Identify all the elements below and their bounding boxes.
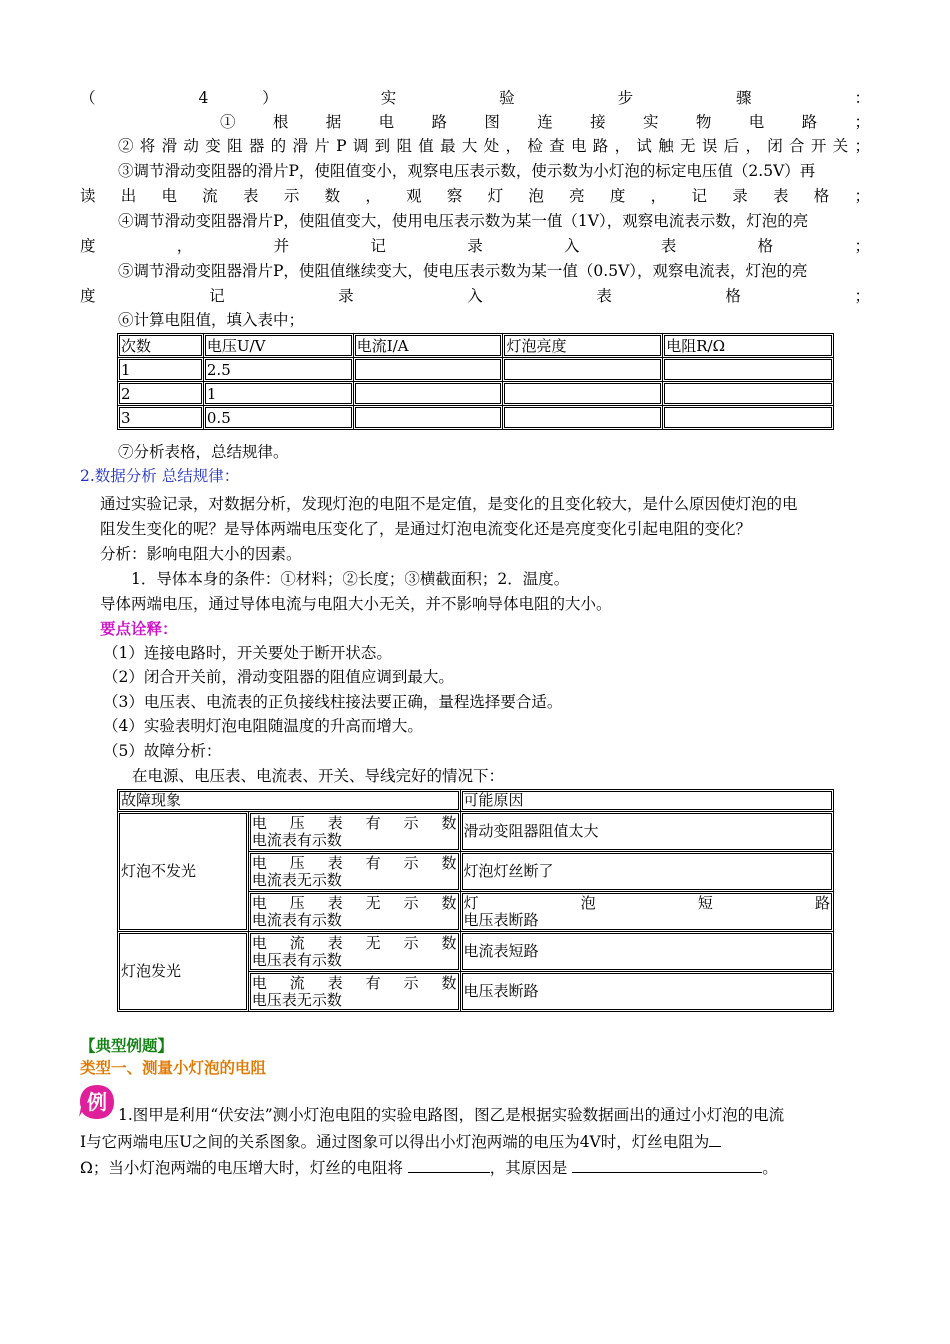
keypoint-item: （5）故障分析：	[103, 742, 222, 760]
answer-blank-3[interactable]	[572, 1156, 762, 1173]
symptom-cell	[248, 852, 460, 892]
symptom-line1: 电 流 表 无 示 数	[251, 933, 457, 952]
example-1-line3-text3: 。	[762, 1159, 778, 1177]
symptom-line1: 电 压 表 有 示 数	[251, 853, 457, 872]
symptom-line1: 电 流 表 有 示 数	[251, 973, 457, 992]
cause-cell: 滑动变阻器阻值太大	[460, 812, 833, 852]
header-cell: 电压U/V	[203, 334, 353, 358]
symptom-line2: 电压表有示数	[251, 950, 342, 969]
symptom-cell	[248, 892, 460, 932]
group-cell: 灯泡发光	[118, 932, 249, 1012]
step-2: ②将滑动变阻器的滑片P调到阻值最大处，检查电路，试触无误后，闭合开关；	[118, 137, 870, 155]
keypoint-item: （4）实验表明灯泡电阻随温度的升高而增大。	[103, 717, 423, 735]
step-5-line2: 度 记 录 入 表 格 ；	[80, 287, 870, 305]
cause-cell: 灯泡灯丝断了	[460, 852, 833, 892]
section-2-para1-line2: 阻发生变化的呢？是导体两端电压变化了，是通过灯泡电流变化还是亮度变化引起电阻的变化？	[100, 520, 752, 538]
table-cell: 1	[118, 358, 204, 382]
record-table	[117, 333, 834, 430]
table-cell	[503, 358, 663, 382]
example-badge-icon	[78, 1083, 116, 1121]
table-row	[118, 382, 834, 406]
table-cell	[663, 358, 834, 382]
header-cell: 可能原因	[460, 790, 833, 812]
step-6: ⑥计算电阻值，填入表中；	[118, 311, 305, 329]
step-3-line2: 读 出 电 流 表 示 数 ， 观 察 灯 泡 亮 度 ， 记 录 表 格 ；	[80, 187, 870, 205]
table-row	[118, 812, 834, 852]
symptom-line2: 电流表有示数	[251, 910, 342, 929]
table-row	[118, 406, 834, 430]
cause-line2: 电压表断路	[463, 910, 539, 929]
fault-table	[117, 789, 834, 1012]
step-4-line1: ④调节滑动变阻器滑片P，使阻值变大，使用电压表示数为某一值（1V），观察电流表示数，灯泡的亮	[118, 212, 809, 230]
header-cell: 电流I/A	[353, 334, 503, 358]
table-row	[118, 932, 834, 972]
symptom-line2: 电流表有示数	[251, 830, 342, 849]
section-2-para3: 1．导体本身的条件：①材料；②长度；③横截面积；2．温度。	[131, 570, 570, 588]
example-1-line3-text1: Ω；当小灯泡两端的电压增大时，灯丝的电阻将	[80, 1159, 403, 1177]
header-cell: 灯泡亮度	[503, 334, 663, 358]
group-cell: 灯泡不发光	[118, 812, 249, 932]
step-3-line1: ③调节滑动变阻器的滑片P，使阻值变小，观察电压表示数，使示数为小灯泡的标定电压值（2.5V）再	[118, 162, 816, 180]
table-cell	[663, 382, 834, 406]
header-cell: 故障现象	[118, 790, 461, 812]
symptom-line2: 电流表无示数	[251, 870, 342, 889]
symptom-cell	[248, 812, 460, 852]
header-cell: 次数	[118, 334, 204, 358]
table-header-row	[118, 790, 834, 812]
example-1-line3-text2: ，其原因是	[489, 1159, 568, 1177]
table-cell: 3	[118, 406, 204, 430]
table-cell	[663, 406, 834, 430]
answer-blank-2[interactable]	[408, 1156, 490, 1173]
symptom-line1: 电 压 表 无 示 数	[251, 893, 457, 912]
symptom-line1: 电 压 表 有 示 数	[251, 813, 457, 832]
table-cell	[353, 382, 503, 406]
keypoints-title: 要点诠释：	[100, 619, 178, 638]
step-7: ⑦分析表格，总结规律。	[118, 443, 289, 461]
cause-line1: 灯 泡 短 路	[463, 893, 830, 912]
table-cell	[503, 406, 663, 430]
example-type-1: 类型一、测量小灯泡的电阻	[80, 1058, 267, 1077]
cause-cell: 电流表短路	[460, 932, 833, 972]
example-1-line2-text: I与它两端电压U之间的关系图象。通过图象可以得出小灯泡两端的电压为4V时，灯丝电阻为	[80, 1133, 710, 1151]
steps-heading: （ 4 ） 实 验 步 骤 ：	[80, 89, 870, 107]
table-cell	[353, 358, 503, 382]
table-cell: 0.5	[203, 406, 353, 430]
symptom-cell	[248, 972, 460, 1012]
table-cell: 1	[203, 382, 353, 406]
step-5-line1: ⑤调节滑动变阻器滑片P，使阻值继续变大，使电压表示数为某一值（0.5V），观察电流表，灯泡的亮	[118, 262, 808, 280]
table-cell: 2.5	[203, 358, 353, 382]
cause-cell	[460, 892, 833, 932]
table-cell: 2	[118, 382, 204, 406]
table-header-row	[118, 334, 834, 358]
example-1-line1: 1.图甲是利用“伏安法”测小灯泡电阻的实验电路图，图乙是根据实验数据画出的通过小灯泡的电流	[118, 1106, 785, 1124]
badge-label: 例	[87, 1090, 107, 1114]
section-2-title: 2.数据分析 总结规律：	[80, 467, 240, 485]
cause-cell: 电压表断路	[460, 972, 833, 1012]
keypoint-item: （3）电压表、电流表的正负接线柱接法要正确，量程选择要合适。	[103, 693, 563, 711]
table-cell	[503, 382, 663, 406]
table-cell	[353, 406, 503, 430]
section-2-para2: 分析：影响电阻大小的因素。	[100, 545, 302, 563]
example-1-line2	[80, 1130, 870, 1154]
examples-title: 【典型例题】	[80, 1036, 174, 1055]
keypoints-condition: 在电源、电压表、电流表、开关、导线完好的情况下：	[132, 767, 505, 785]
section-2-para4: 导体两端电压，通过导体电流与电阻大小无关，并不影响导体电阻的大小。	[100, 595, 612, 613]
step-1: ① 根 据 电 路 图 连 接 实 物 电 路 ；	[220, 113, 871, 131]
section-2-para1-line1: 通过实验记录，对数据分析，发现灯泡的电阻不是定值，是变化的且变化较大，是什么原因使灯泡的电	[100, 495, 798, 513]
answer-blank-1[interactable]	[709, 1130, 721, 1147]
keypoint-item: （1）连接电路时，开关要处于断开状态。	[103, 644, 392, 662]
symptom-cell	[248, 932, 460, 972]
header-cell: 电阻R/Ω	[663, 334, 834, 358]
example-1-line3	[80, 1156, 870, 1180]
table-row	[118, 358, 834, 382]
keypoint-item: （2）闭合开关前，滑动变阻器的阻值应调到最大。	[103, 668, 454, 686]
step-4-line2: 度 ， 并 记 录 入 表 格 ；	[80, 237, 870, 255]
symptom-line2: 电压表无示数	[251, 990, 342, 1009]
